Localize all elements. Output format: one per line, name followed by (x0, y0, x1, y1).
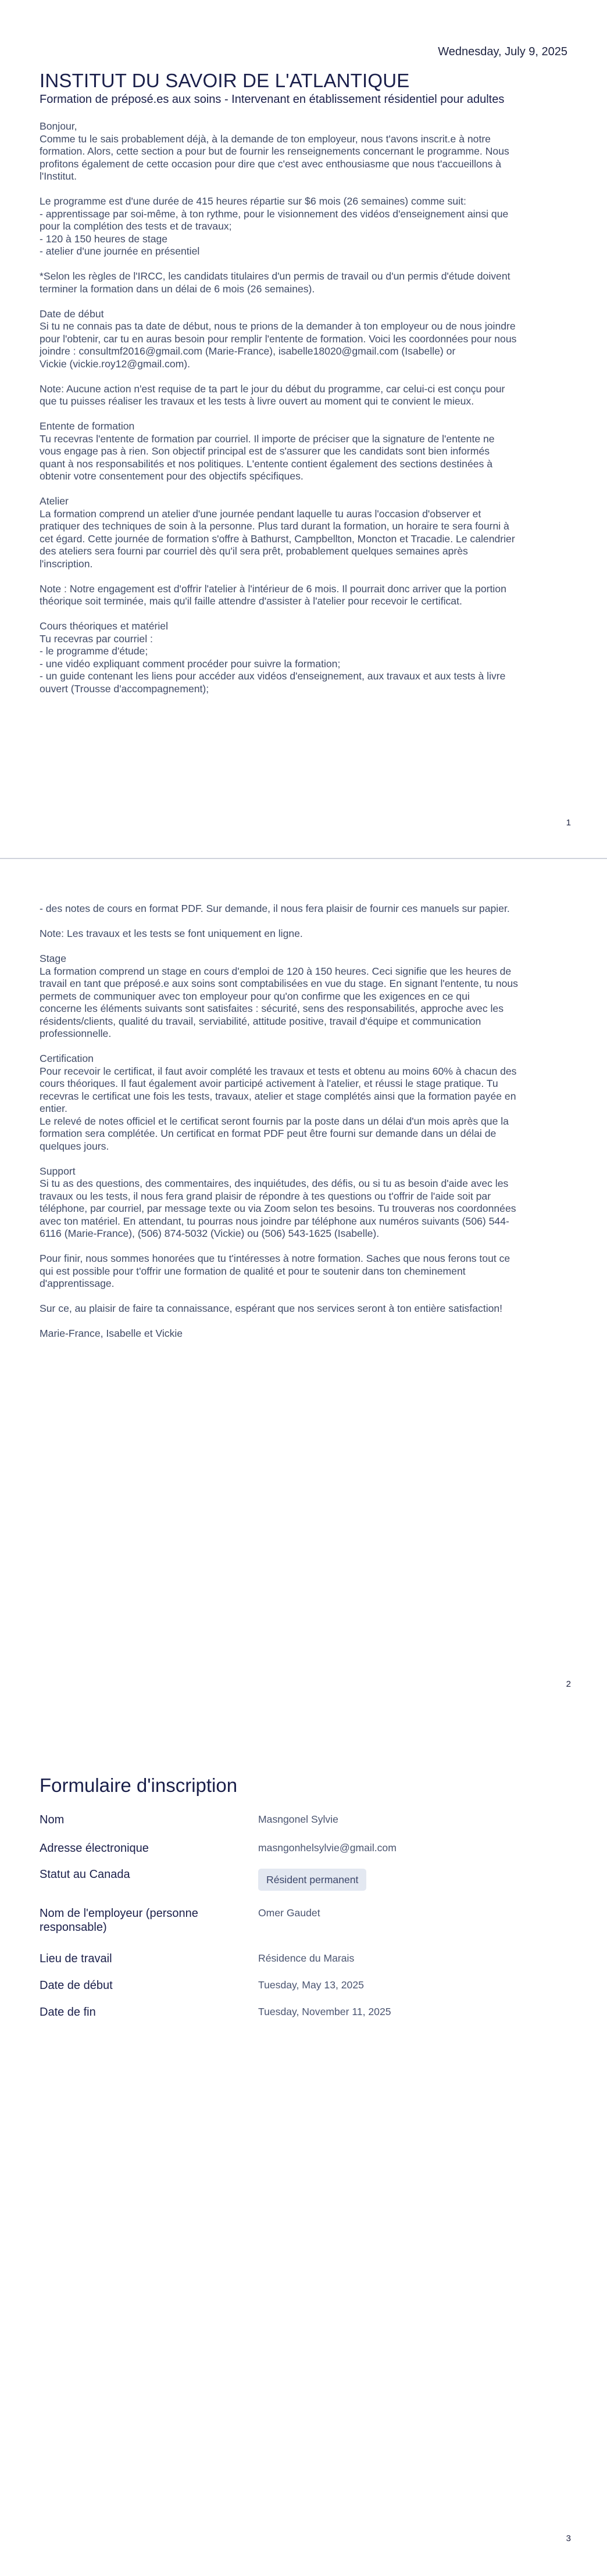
form-label: Date de fin (40, 2006, 96, 2019)
text-line: entier. (40, 1103, 67, 1114)
form-value: Résidence du Marais (258, 1952, 355, 1964)
text-line: - une vidéo expliquant comment procéder pour suivre la formation; (40, 657, 341, 670)
form-value: Masngonel Sylvie (258, 1813, 338, 1825)
text-line: Le relevé de notes officiel et le certificat seront fournis par la poste dans un délai d'un mois après que la (40, 1115, 509, 1127)
text-line: professionnelle. (40, 1028, 112, 1039)
text-line: quelques jours. (40, 1140, 109, 1152)
text-line: Bonjour, (40, 120, 77, 132)
text-line: cours théoriques. Il faut également avoir participé activement à l'atelier, et réussi le stage pratique. Tu (40, 1078, 498, 1089)
text-line: Marie-France, Isabelle et Vickie (40, 1328, 183, 1339)
text-line: - atelier d'une journée en présentiel (40, 245, 200, 257)
text-line: téléphone, par courriel, par message texte ou via Zoom selon tes besoins. Tu trouveras nos coordonnées (40, 1203, 516, 1214)
status-value (258, 1869, 366, 1891)
text-line: recevras le certificat une fois les tests, travaux, atelier et stage complétés ainsi que la formation payée en (40, 1090, 516, 1102)
text-line: Comme tu le sais probablement déjà, à la demande de ton employeur, nous t'avons inscrit.e à notre (40, 133, 491, 145)
form-label: Lieu de travail (40, 1952, 112, 1965)
text-line: vous engage pas à rien. Son objectif principal est de s'assurer que les candidats sont bien informés (40, 445, 490, 457)
text-line: Si tu as des questions, des commentaires, des inquiétudes, des défis, ou si tu as besoin d'aide avec les (40, 1178, 509, 1189)
text-line: Pour finir, nous sommes honorées que tu t'intéresses à notre formation. Saches que nous ferons tout ce (40, 1253, 510, 1264)
text-line: concerne les éléments suivants sont satisfaites : sécurité, sens des responsabilités, approche avec les (40, 1003, 504, 1014)
text-line: avec ton matériel. En attendant, tu pourras nous joindre par téléphone aux numéros suivants (506) 544- (40, 1215, 509, 1227)
text-line: Vickie (vickie.roy12@gmail.com). (40, 357, 191, 370)
text-line: - le programme d'étude; (40, 645, 148, 657)
paragraph-gap (40, 570, 566, 583)
text-line: profitons également de cette occasion pour dire que c'est avec enthousiasme que nous t'accueillons à (40, 158, 502, 170)
text-line: Date de début (40, 307, 104, 320)
form-label: Nom (40, 1813, 65, 1826)
paragraph-gap (40, 295, 566, 308)
text-line: Tu recevras par courriel : (40, 632, 153, 645)
text-line: résidents/clients, qualité du travail, serviabilité, attitude positive, travail d'équipe et communication (40, 1015, 481, 1027)
text-line: l'inscription. (40, 557, 93, 570)
paragraph-gap (40, 258, 566, 271)
text-line: La formation comprend un stage en cours d'emploi de 120 à 150 heures. Ceci signifie que les heures de (40, 965, 512, 977)
paragraph-gap (40, 1040, 566, 1053)
document-subtitle: Formation de préposé.es aux soins - Intervenant en établissement résidentiel pour adultes (40, 93, 505, 106)
text-line: joindre : consultmf2016@gmail.com (Marie-France), isabelle18020@gmail.com (Isabelle) or (40, 345, 456, 357)
page-1 (0, 0, 607, 859)
text-line: Note: Aucune action n'est requise de ta part le jour du début du programme, car celui-ci est conçu pour (40, 382, 505, 395)
text-line: quant à nos responsabilités et nos politiques. L'entente contient également des sections destinées à (40, 457, 492, 470)
page-separator (0, 858, 607, 859)
text-line: Sur ce, au plaisir de faire ta connaissance, espérant que nos services seront à ton entière satisfaction! (40, 1303, 503, 1314)
form-value: Tuesday, November 11, 2025 (258, 2006, 391, 2017)
text-line: - un guide contenant les liens pour accéder aux vidéos d'enseignement, aux travaux et aux tests à livre (40, 670, 506, 682)
form-value: masngonhelsylvie@gmail.com (258, 1842, 397, 1854)
page-number: 1 (566, 818, 571, 828)
text-line: pratiquer des techniques de soin à la personne. Plus tard durant la formation, un horaire te sera fourni à (40, 520, 509, 532)
text-line: 6116 (Marie-France), (506) 874-5032 (Vickie) ou (506) 543-1625 (Isabelle). (40, 1228, 380, 1239)
paragraph-gap (40, 940, 566, 953)
page-number: 3 (566, 2534, 571, 2543)
text-line: ouvert (Trousse d'accompagnement); (40, 682, 209, 695)
paragraph-gap (40, 1240, 566, 1253)
paragraph-gap (40, 915, 566, 928)
text-line: Note: Les travaux et les tests se font uniquement en ligne. (40, 928, 303, 939)
text-line: obtenir votre consentement pour des objectifs spécifiques. (40, 470, 304, 482)
text-line: théorique soit terminée, mais qu'il faille attendre d'assister à l'atelier pour recevoir le certificat. (40, 595, 462, 607)
form-label: Date de début (40, 1979, 113, 1992)
text-line: cet égard. Cette journée de formation s'offre à Bathurst, Campbellton, Moncton et Tracadie. Le calendrier (40, 532, 515, 545)
text-line: - apprentissage par soi-même, à ton rythme, pour le visionnement des vidéos d'enseignement ainsi que (40, 207, 509, 220)
paragraph-gap (40, 1153, 566, 1165)
text-line: Certification (40, 1053, 94, 1064)
paragraph-gap (40, 608, 566, 621)
text-line: La formation comprend un atelier d'une journée pendant laquelle tu auras l'occasion d'observer et (40, 507, 481, 520)
text-line: que tu puisses réaliser les travaux et les tests à livre ouvert au moment qui te convient le mieux. (40, 395, 474, 407)
text-line: formation. Alors, cette section a pour but de fournir les renseignements concernant le programme. Nous (40, 145, 509, 157)
page-2-body (40, 903, 566, 1340)
text-line: d'apprentissage. (40, 1278, 115, 1289)
text-line: Si tu ne connais pas ta date de début, nous te prions de la demander à ton employeur ou de nous joindre (40, 320, 516, 332)
text-line: terminer la formation dans un délai de 6 mois (26 semaines). (40, 282, 315, 295)
text-line: Stage (40, 953, 66, 964)
paragraph-gap (40, 408, 566, 421)
text-line: Support (40, 1165, 76, 1177)
form-value: Tuesday, May 13, 2025 (258, 1979, 364, 1991)
status-badge: Résident permanent (258, 1869, 366, 1891)
text-line: travaux ou les tests, il nous fera grand plaisir de répondre à tes questions ou t'offrir de l'aide soit par (40, 1190, 491, 1202)
text-line: Le programme est d'une durée de 415 heures répartie sur $6 mois (26 semaines) comme suit: (40, 195, 466, 207)
document-title: INSTITUT DU SAVOIR DE L'ATLANTIQUE (40, 70, 410, 91)
page-1-body (40, 120, 566, 695)
text-line: permets de communiquer avec ton employeur pour qu'on confirme que les exigences en ce qui (40, 990, 470, 1002)
form-value: Omer Gaudet (258, 1907, 320, 1919)
text-line: pour l'obtenir, car tu en auras besoin pour remplir l'entente de formation. Voici les coordonnées pour nous (40, 332, 517, 345)
paragraph-gap (40, 1290, 566, 1303)
text-line: *Selon les règles de l'IRCC, les candidats titulaires d'un permis de travail ou d'un permis d'étude doivent (40, 270, 510, 282)
page-2 (0, 864, 607, 1724)
form-label: Adresse électronique (40, 1842, 149, 1855)
form-label: Statut au Canada (40, 1868, 130, 1881)
text-line: - 120 à 150 heures de stage (40, 232, 168, 245)
text-line: Note : Notre engagement est d'offrir l'atelier à l'intérieur de 6 mois. Il pourrait donc arriver que la portion (40, 582, 506, 595)
text-line: travail en tant que préposé.e aux soins sont comptabilisées en vue du stage. En signant l'entente, tu nous (40, 978, 518, 989)
paragraph-gap (40, 1315, 566, 1328)
page-number: 2 (566, 1679, 571, 1689)
text-line: formation sera complétée. Un certificat en format PDF peut être fourni sur demande dans un délai de (40, 1128, 497, 1139)
text-line: Entente de formation (40, 420, 135, 432)
text-line: Pour recevoir le certificat, il faut avoir complété les travaux et tests et obtenu au moins 60% à chacun des (40, 1065, 517, 1077)
text-line: Atelier (40, 495, 69, 507)
form-title: Formulaire d'inscription (40, 1774, 238, 1796)
text-line: - des notes de cours en format PDF. Sur demande, il nous fera plaisir de fournir ces manuels sur papier. (40, 903, 510, 914)
text-line: Tu recevras l'entente de formation par courriel. Il importe de préciser que la signature de l'entente ne (40, 432, 495, 445)
text-line: qui est possible pour t'offrir une formation de qualité et pour te soutenir dans ton cheminement (40, 1265, 466, 1277)
text-line: pour la complétion des tests et de travaux; (40, 220, 232, 232)
form-label: Nom de l'employeur (personne responsable) (40, 1907, 198, 1934)
paragraph-gap (40, 183, 566, 196)
text-line: l'Institut. (40, 170, 77, 182)
paragraph-gap (40, 370, 566, 383)
document-date: Wednesday, July 9, 2025 (438, 45, 567, 58)
text-line: Cours théoriques et matériel (40, 620, 169, 632)
text-line: des ateliers sera fourni par courriel dès qu'il sera prêt, probablement quelques semaines après (40, 545, 468, 557)
paragraph-gap (40, 483, 566, 496)
